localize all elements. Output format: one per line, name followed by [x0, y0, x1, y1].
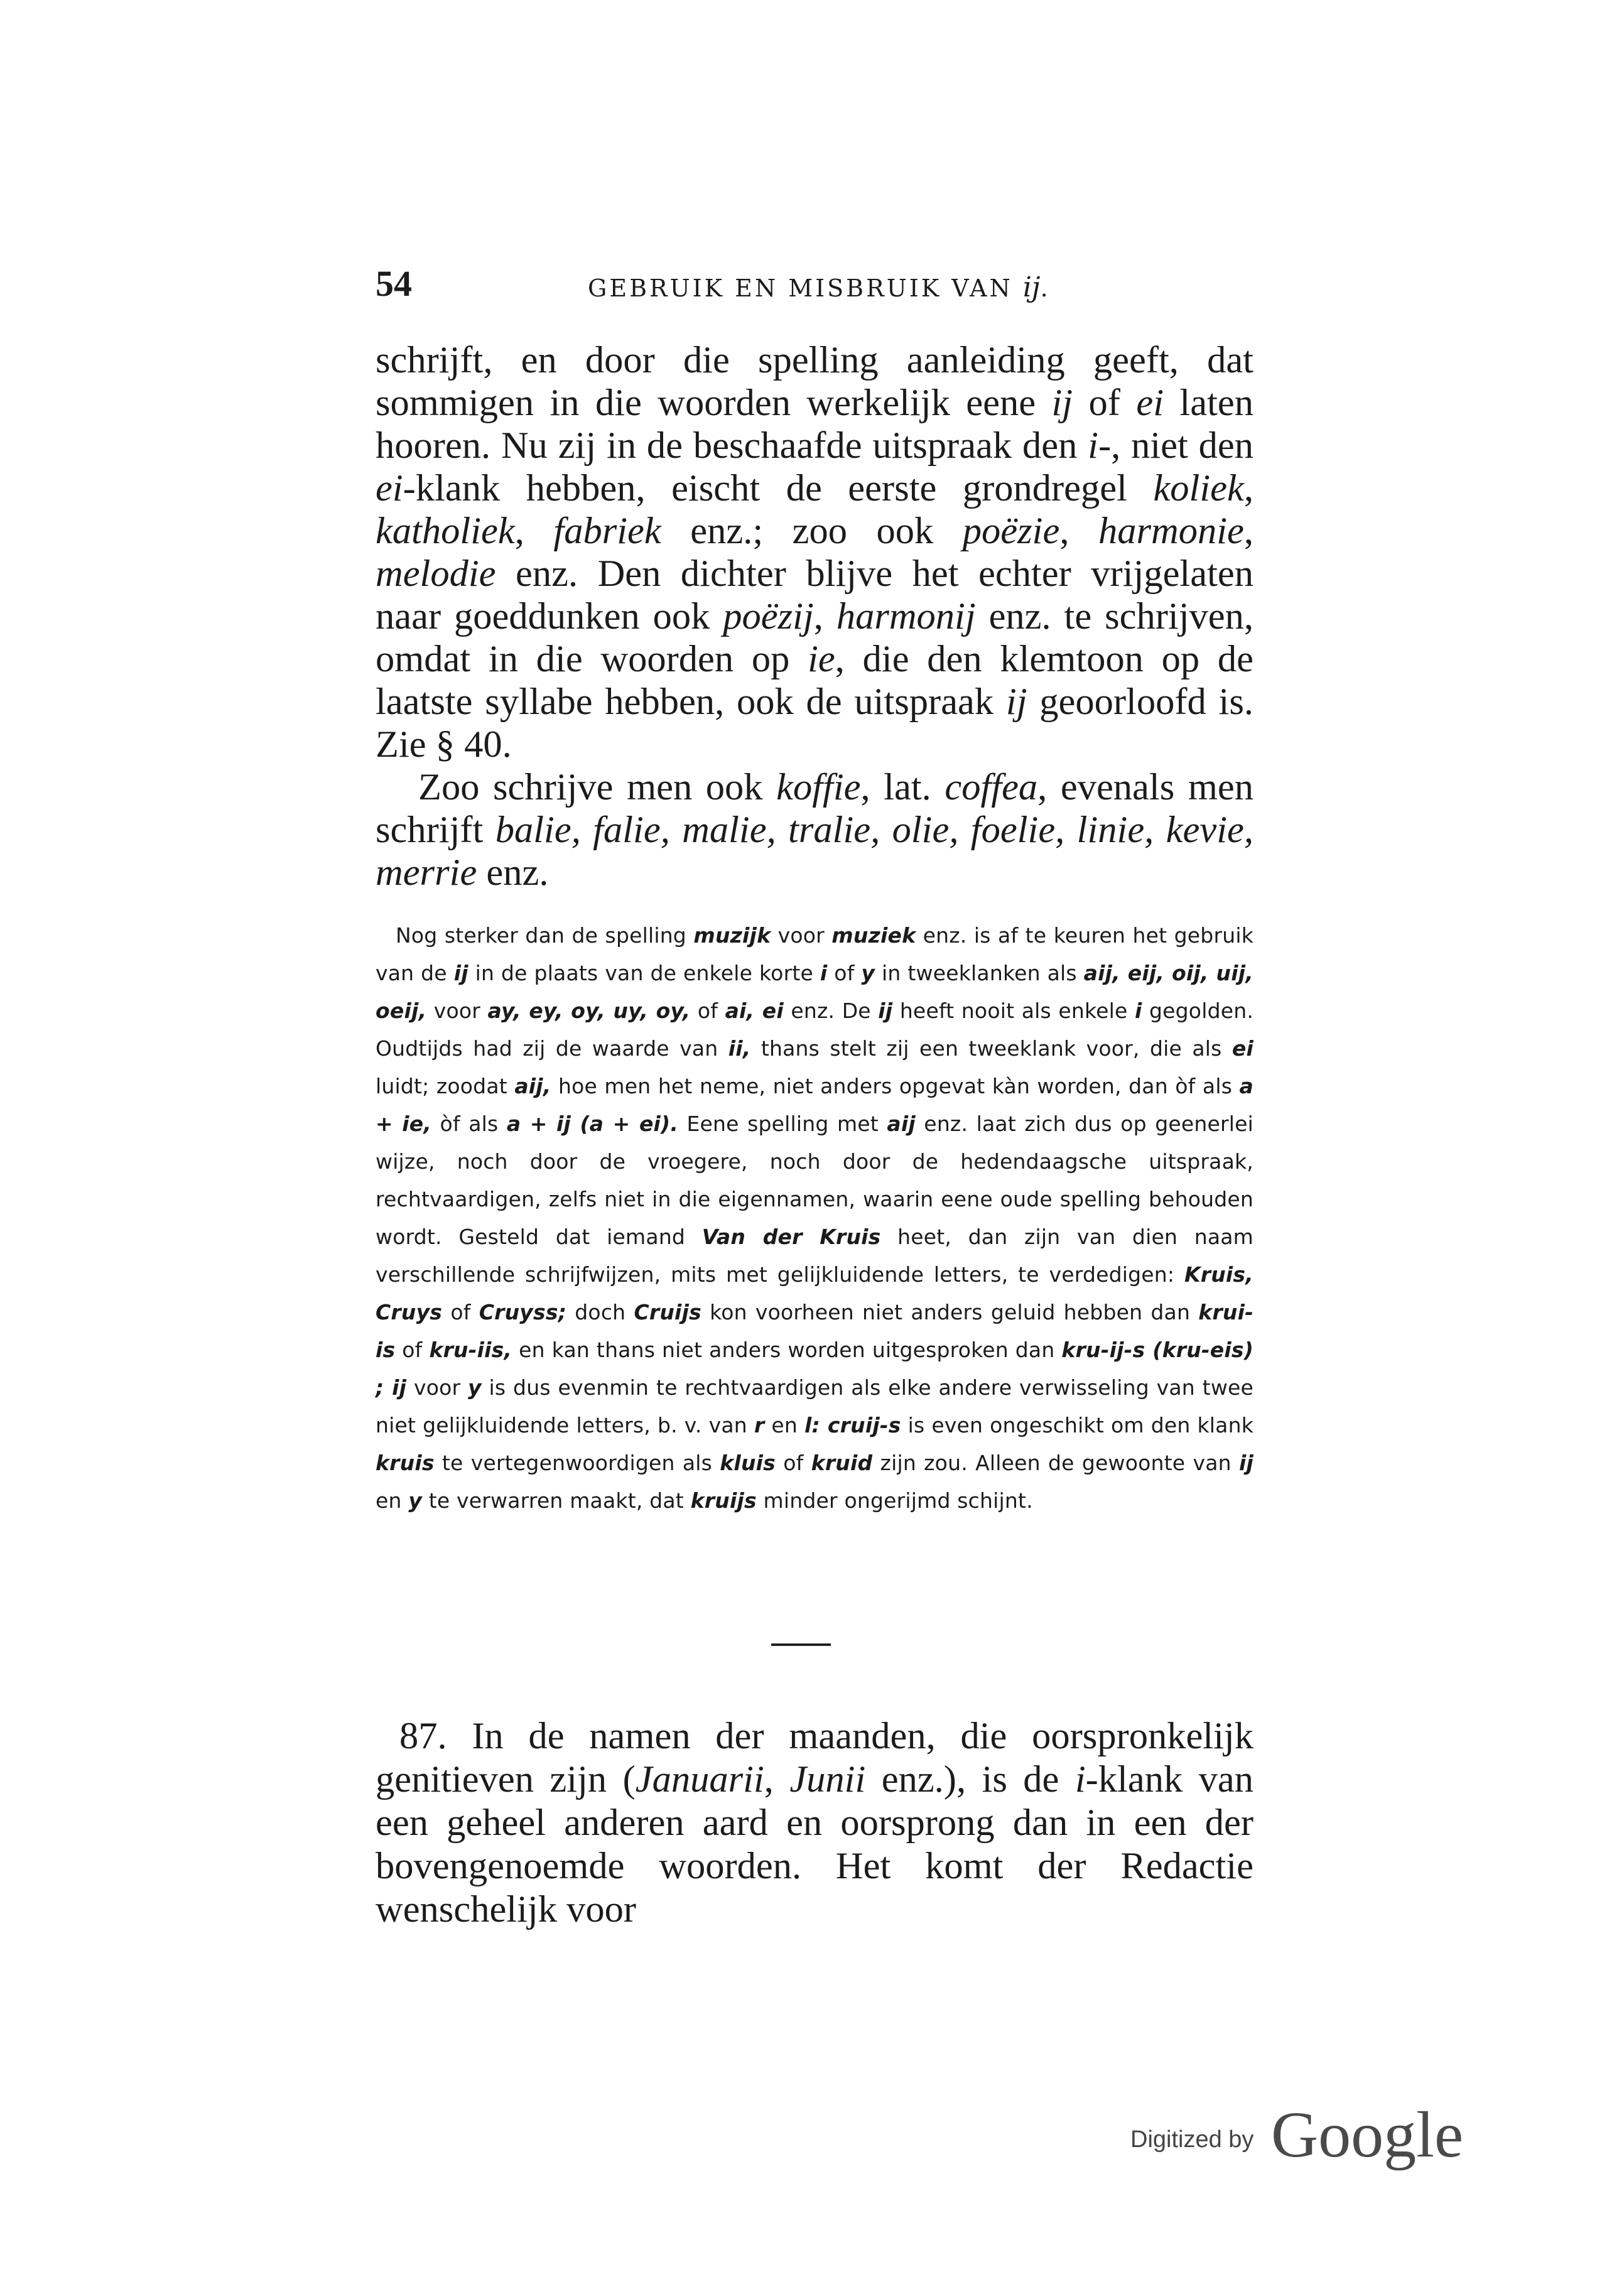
digitized-by-google-watermark: [1130, 2097, 1482, 2171]
google-logo: Google: [1271, 2099, 1464, 2171]
section-87-paragraph: 87. In de namen der maanden, die oorspronkelijk genitieven zijn (Januarii, Junii enz.), is de i-klank van een geheel anderen aard en oorsprong dan in een der bovengenoemde woorden. Het komt der Redactie wenschelijk voor: [376, 1715, 1254, 1930]
digitized-by-text: Digitized by: [1130, 2126, 1254, 2153]
section-87: [376, 1714, 1253, 1931]
footnote-paragraph: Nog sterker dan de spelling muzijk voor muziek enz. is af te keuren het gebruik van de ij in de plaats van de enkele korte i of y in tweeklanken als aij, eij, oij, uij, oeij, voor ay, ey, oy, uy, oy, of ai, ei enz. De ij heeft nooit als enkele i gegolden. Oudtijds had zij de waarde van ii, thans stelt zij een tweeklank voor, die als ei luidt; zoodat aij, hoe men het neme, niet anders opgevat kàn worden, dan òf als a + ie, òf als a + ij (a + ei). Eene spelling met aij enz. laat zich dus op geenerlei wijze, noch door de vroegere, noch door de hedendaagsche uitspraak, rechtvaardigen, zelfs niet in die eigennamen, waarin eene oude spelling behouden wordt. Gesteld dat iemand Van der Kruis heet, dan zijn van dien naam verschillende schrijfwijzen, mits met gelijkluidende letters, te verdedigen: Kruis, Cruys of Cruyss; doch Cruijs kon voorheen niet anders geluid hebben dan krui-is of kru-iis, en kan thans niet anders worden uitgesproken dan kru-ij-s (kru-eis) ; ij voor y is dus evenmin te rechtvaardigen als elke andere verwisseling van twee niet gelijkluidende letters, b. v. van r en l: cruij-s is even ongeschikt om den klank kruis te vertegenwoordigen als kluis of kruid zijn zou. Alleen de gewoonte van ij en y te verwarren maakt, dat kruijs minder ongerijmd schijnt.: [376, 923, 1254, 1513]
page-header: [376, 262, 1255, 306]
section-divider: [771, 1643, 831, 1646]
page-number: 54: [376, 263, 412, 304]
paragraph-1: schrijft, en door die spelling aanleiding geeft, dat sommigen in die woorden werkelijk eene ij of ei laten hooren. Nu zij in de beschaafde uitspraak den i-, niet den ei-klank hebben, eischt de eerste grondregel koliek, katholiek, fabriek enz.; zoo ook poëzie, harmonie, melodie enz. Den dichter blijve het echter vrijgelaten naar goeddunken ook poëzij, harmonij enz. te schrijven, omdat in die woorden op ie, die den klemtoon op de laatste syllabe hebben, ook de uitspraak ij geoorloofd is. Zie § 40.: [376, 339, 1254, 766]
footnote-block: [376, 917, 1253, 1520]
paragraph-2: Zoo schrijve men ook koffie, lat. coffea, evenals men schrijft balie, falie, malie, tralie, olie, foelie, linie, kevie, merrie enz.: [376, 766, 1253, 894]
running-head: GEBRUIK EN MISBRUIK VAN ij.: [588, 271, 1051, 303]
main-text: [376, 339, 1253, 894]
